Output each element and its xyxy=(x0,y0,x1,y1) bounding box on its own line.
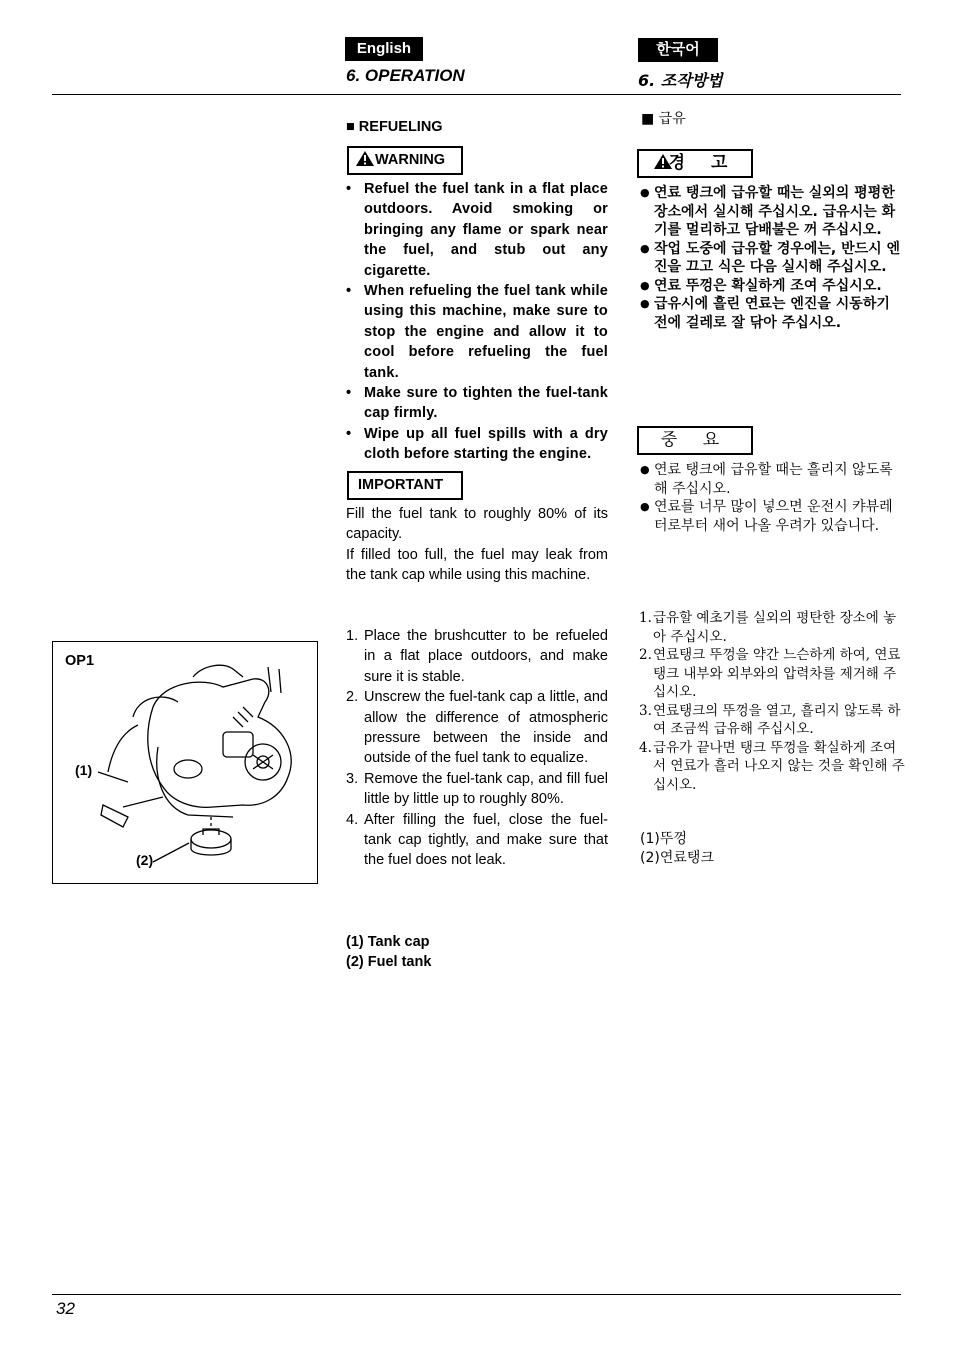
korean-warning-item: ● 연료 탱크에 급유할 때는 실외의 평평한 장소에서 실시해 주십시오. 급유시는 화기를 멀리하고 담배불은 꺼 주십시오. xyxy=(640,184,906,240)
korean-legend-item: (1)뚜껑 xyxy=(640,831,687,847)
korean-warning-item: ● 급유시에 흘린 연료는 엔진을 시동하기 전에 걸레로 잘 닦아 주십시오. xyxy=(640,295,906,332)
warning-label: WARNING xyxy=(347,146,463,175)
figure-op1 xyxy=(52,641,318,884)
important-label: IMPORTANT xyxy=(347,471,463,500)
step-item: 2. Unscrew the fuel-tank cap a little, and allow the difference of atmospheric pressure between the inside and outside of the fuel tank to equalize. xyxy=(346,689,608,767)
korean-warning-label: 경 고 xyxy=(637,149,753,178)
korean-step-item: 3. 연료탱크의 뚜껑을 열고, 흘리지 않도록 하여 조금씩 급유해 주십시오. xyxy=(639,702,901,737)
korean-important-item: ● 연료 탱크에 급유할 때는 흘리지 않도록 해 주십시오. xyxy=(640,461,906,498)
warning-item: • Refuel the fuel tank in a flat place outdoors. Avoid smoking or bringing any flame or spark near the fuel, and stub out any cigarette. xyxy=(346,179,608,281)
korean-step-item: 4. 급유가 끝나면 탱크 뚜껑을 확실하게 조여서 연료가 흘러 나오지 않는 것을 확인해 주십시오. xyxy=(639,739,905,793)
legend-item: (1) Tank cap xyxy=(346,934,430,950)
square-bullet-icon: ■ xyxy=(346,119,355,135)
legend-english xyxy=(346,932,608,973)
important-paragraph: Fill the fuel tank to roughly 80% of its capacity. xyxy=(346,506,608,543)
figure-label: OP1 xyxy=(65,653,95,669)
section-title-korean: 6. 조작방법 xyxy=(638,71,723,90)
korean-legend-item: (2)연료탱크 xyxy=(640,849,714,866)
callout-1: (1) xyxy=(75,762,93,778)
korean-warning-list xyxy=(640,184,906,332)
english-column xyxy=(346,117,608,137)
header-rule xyxy=(52,94,901,95)
step-item: 3. Remove the fuel-tank cap, and fill fuel little by little up to roughly 80%. xyxy=(346,770,608,808)
step-item: 1. Place the brushcutter to be refueled in a flat place outdoors, and make sure it is stable. xyxy=(346,628,608,685)
language-tag-korean: 한국어 xyxy=(638,38,718,62)
korean-important-item: ● 연료를 너무 많이 넣으면 운전시 캬뷰레터로부터 새어 나올 우려가 있습니다. xyxy=(640,498,906,535)
korean-steps xyxy=(639,609,907,794)
warning-item: • Wipe up all fuel spills with a dry cloth before starting the engine. xyxy=(346,424,608,465)
warning-item: • Make sure to tighten the fuel-tank cap firmly. xyxy=(346,383,608,424)
korean-refuel-heading: ■ 급유 xyxy=(641,111,686,127)
language-tag-english: English xyxy=(345,37,423,61)
legend-item: (2) Fuel tank xyxy=(346,954,432,971)
korean-step-item: 2. 연료탱크 뚜껑을 약간 느슨하게 하여, 연료탱크 내부와 외부와의 압력차를 제거해 주십시오. xyxy=(639,647,901,700)
important-paragraph: If filled too full, the fuel may leak from the tank cap while using this machine. xyxy=(346,546,608,584)
warning-item: • When refueling the fuel tank while using this machine, make sure to stop the engine and allow it to cool before refueling the fuel tank. xyxy=(346,281,608,383)
warning-triangle-icon xyxy=(355,150,375,167)
section-title-english: 6. OPERATION xyxy=(346,66,465,85)
page-number: 32 xyxy=(56,1299,75,1318)
footer-rule xyxy=(52,1294,901,1295)
korean-step-item: 1. 급유할 예초기를 실외의 평탄한 장소에 놓아 주십시오. xyxy=(639,610,897,645)
steps-english xyxy=(346,626,608,871)
korean-important-list xyxy=(640,461,906,535)
brushcutter-illustration xyxy=(93,657,308,867)
step-item: 4. After filling the fuel, close the fuel-tank cap tightly, and make sure that the fuel does not leak. xyxy=(346,811,608,869)
korean-warning-item: ● 연료 뚜껑은 확실하게 조여 주십시오. xyxy=(640,277,906,296)
warning-list-english xyxy=(346,179,608,465)
important-text-english xyxy=(346,504,608,586)
callout-2: (2) xyxy=(136,852,154,868)
korean-legend xyxy=(640,830,714,867)
korean-important-label: 중 요 xyxy=(637,426,753,455)
refueling-heading: ■ REFUELING xyxy=(346,119,443,135)
korean-warning-item: ● 작업 도중에 급유할 경우에는, 반드시 엔진을 끄고 식은 다음 실시해 주십시오. xyxy=(640,240,906,277)
